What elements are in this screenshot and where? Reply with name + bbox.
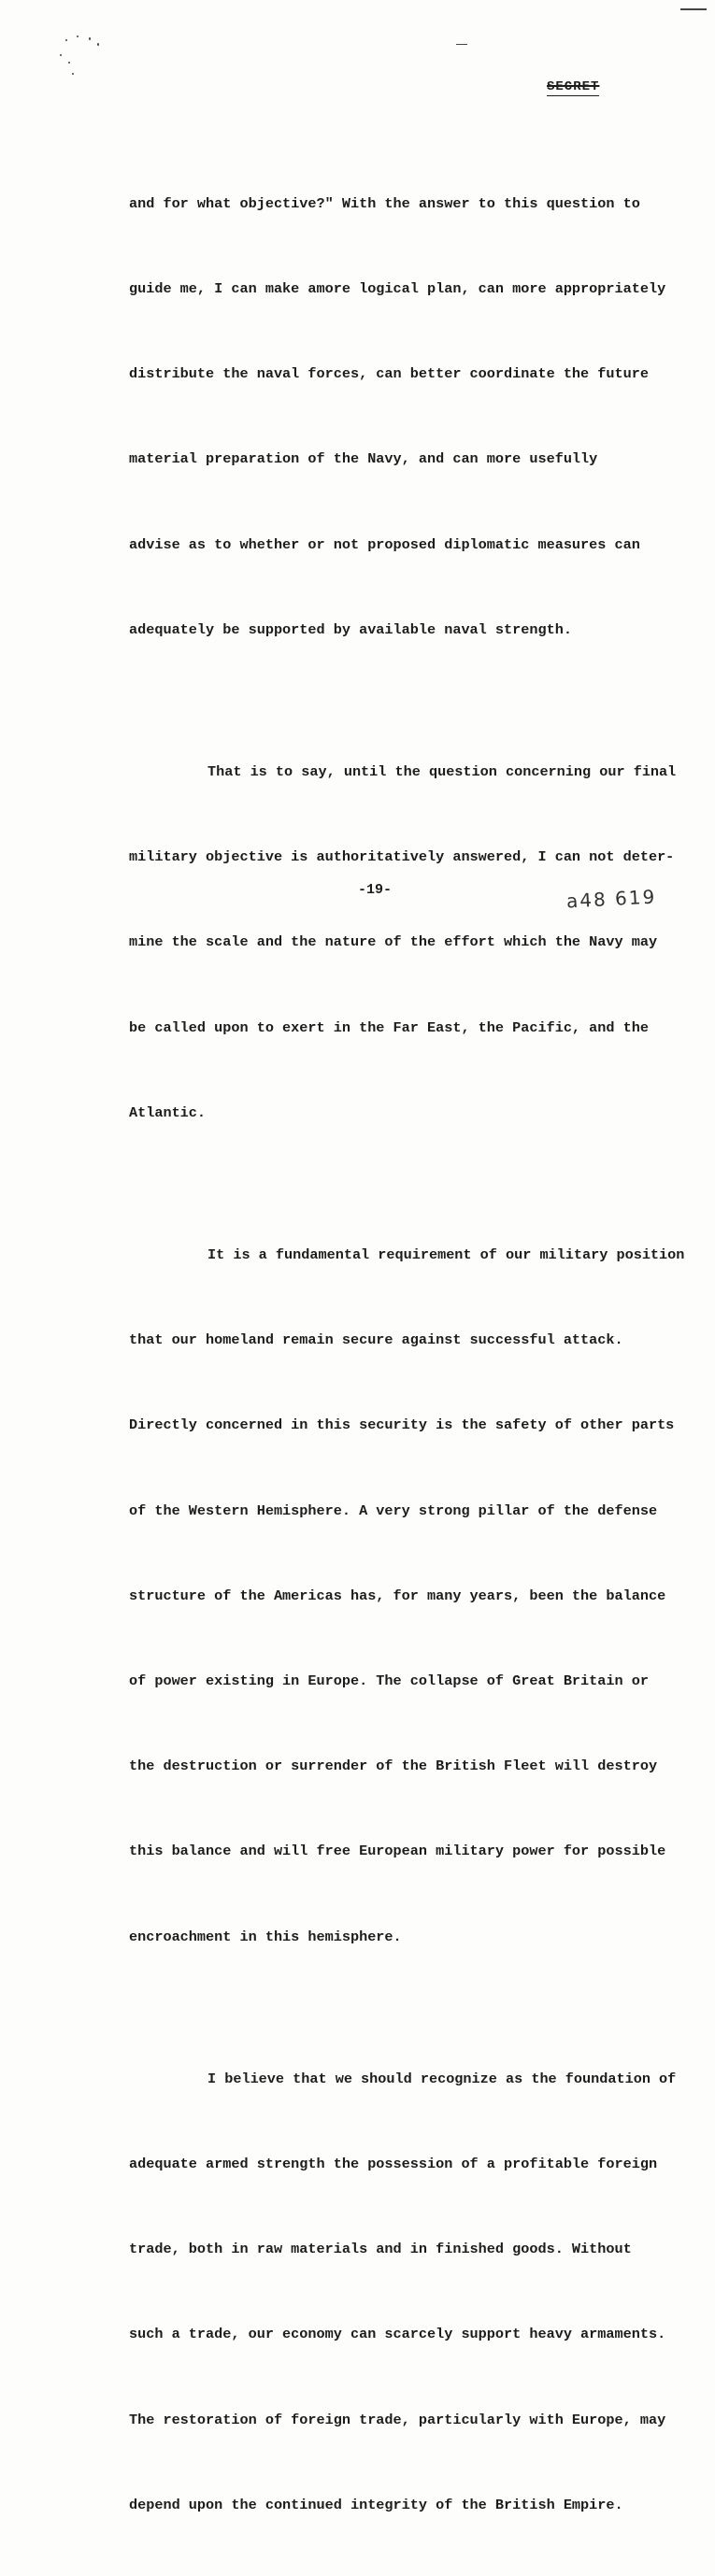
- page-number: -19-: [358, 882, 393, 898]
- scan-mark: [680, 8, 707, 10]
- text-line: and for what objective?" With the answer to this question to: [129, 194, 640, 212]
- handwritten-reference: a48 619: [565, 885, 657, 913]
- text-line: structure of the Americas has, for many years, been the balance: [129, 1587, 666, 1604]
- scan-speck: [97, 43, 99, 46]
- text-line: that our homeland remain secure against successful attack.: [129, 1331, 623, 1349]
- text-line: trade, both in raw materials and in finished goods. Without: [129, 2241, 632, 2258]
- text-line: adequately be supported by available naval strength.: [129, 620, 572, 638]
- text-line: material preparation of the Navy, and can more usefully: [129, 450, 598, 468]
- text-line: depend upon the continued integrity of the British Empire.: [129, 2496, 623, 2513]
- text-line: mine the scale and the nature of the effort which the Navy may: [129, 933, 658, 951]
- paragraph-4: [129, 2008, 690, 2576]
- paragraph-1: [129, 133, 690, 701]
- text-line: distribute the naval forces, can better coordinate the future: [129, 365, 649, 383]
- text-line: The restoration of foreign trade, particularly with Europe, may: [129, 2411, 666, 2428]
- scan-speck: [72, 73, 74, 75]
- text-line: of the Western Hemisphere. A very strong pillar of the defense: [129, 1501, 658, 1519]
- scan-speck: [89, 37, 91, 40]
- text-line: adequate armed strength the possession of a profitable foreign: [129, 2155, 658, 2172]
- text-line: of power existing in Europe. The collapse of Great Britain or: [129, 1672, 649, 1689]
- text-line: this balance and will free European military power for possible: [129, 1843, 666, 1860]
- text-line: Atlantic.: [129, 1103, 207, 1121]
- text-line: the destruction or surrender of the British Fleet will destroy: [129, 1758, 658, 1775]
- scan-speck: [60, 54, 62, 56]
- text-line: be called upon to exert in the Far East, the Pacific, and the: [129, 1018, 649, 1036]
- body-text: [129, 133, 690, 2576]
- text-line: guide me, I can make amore logical plan, can more appropriately: [129, 280, 666, 298]
- classification-marking: SECRET: [547, 79, 600, 94]
- scan-mark: [456, 44, 467, 45]
- text-line: I believe that we should recognize as the foundation of: [207, 2070, 677, 2087]
- paragraph-3: [129, 1184, 690, 2008]
- text-line: such a trade, our economy can scarcely support heavy armaments.: [129, 2326, 666, 2343]
- text-line: military objective is authoritatively answered, I can not deter-: [129, 848, 675, 866]
- text-line: It is a fundamental requirement of our military position: [207, 1245, 685, 1263]
- scan-speck: [68, 62, 70, 64]
- text-line: advise as to whether or not proposed diplomatic measures can: [129, 535, 640, 553]
- paragraph-2: [129, 701, 690, 1184]
- text-line: Directly concerned in this security is the safety of other parts: [129, 1416, 675, 1434]
- scan-speck: [65, 39, 67, 41]
- text-line: encroachment in this hemisphere.: [129, 1928, 402, 1945]
- scan-speck: [77, 36, 79, 37]
- text-line: That is to say, until the question concerning our final: [207, 762, 677, 780]
